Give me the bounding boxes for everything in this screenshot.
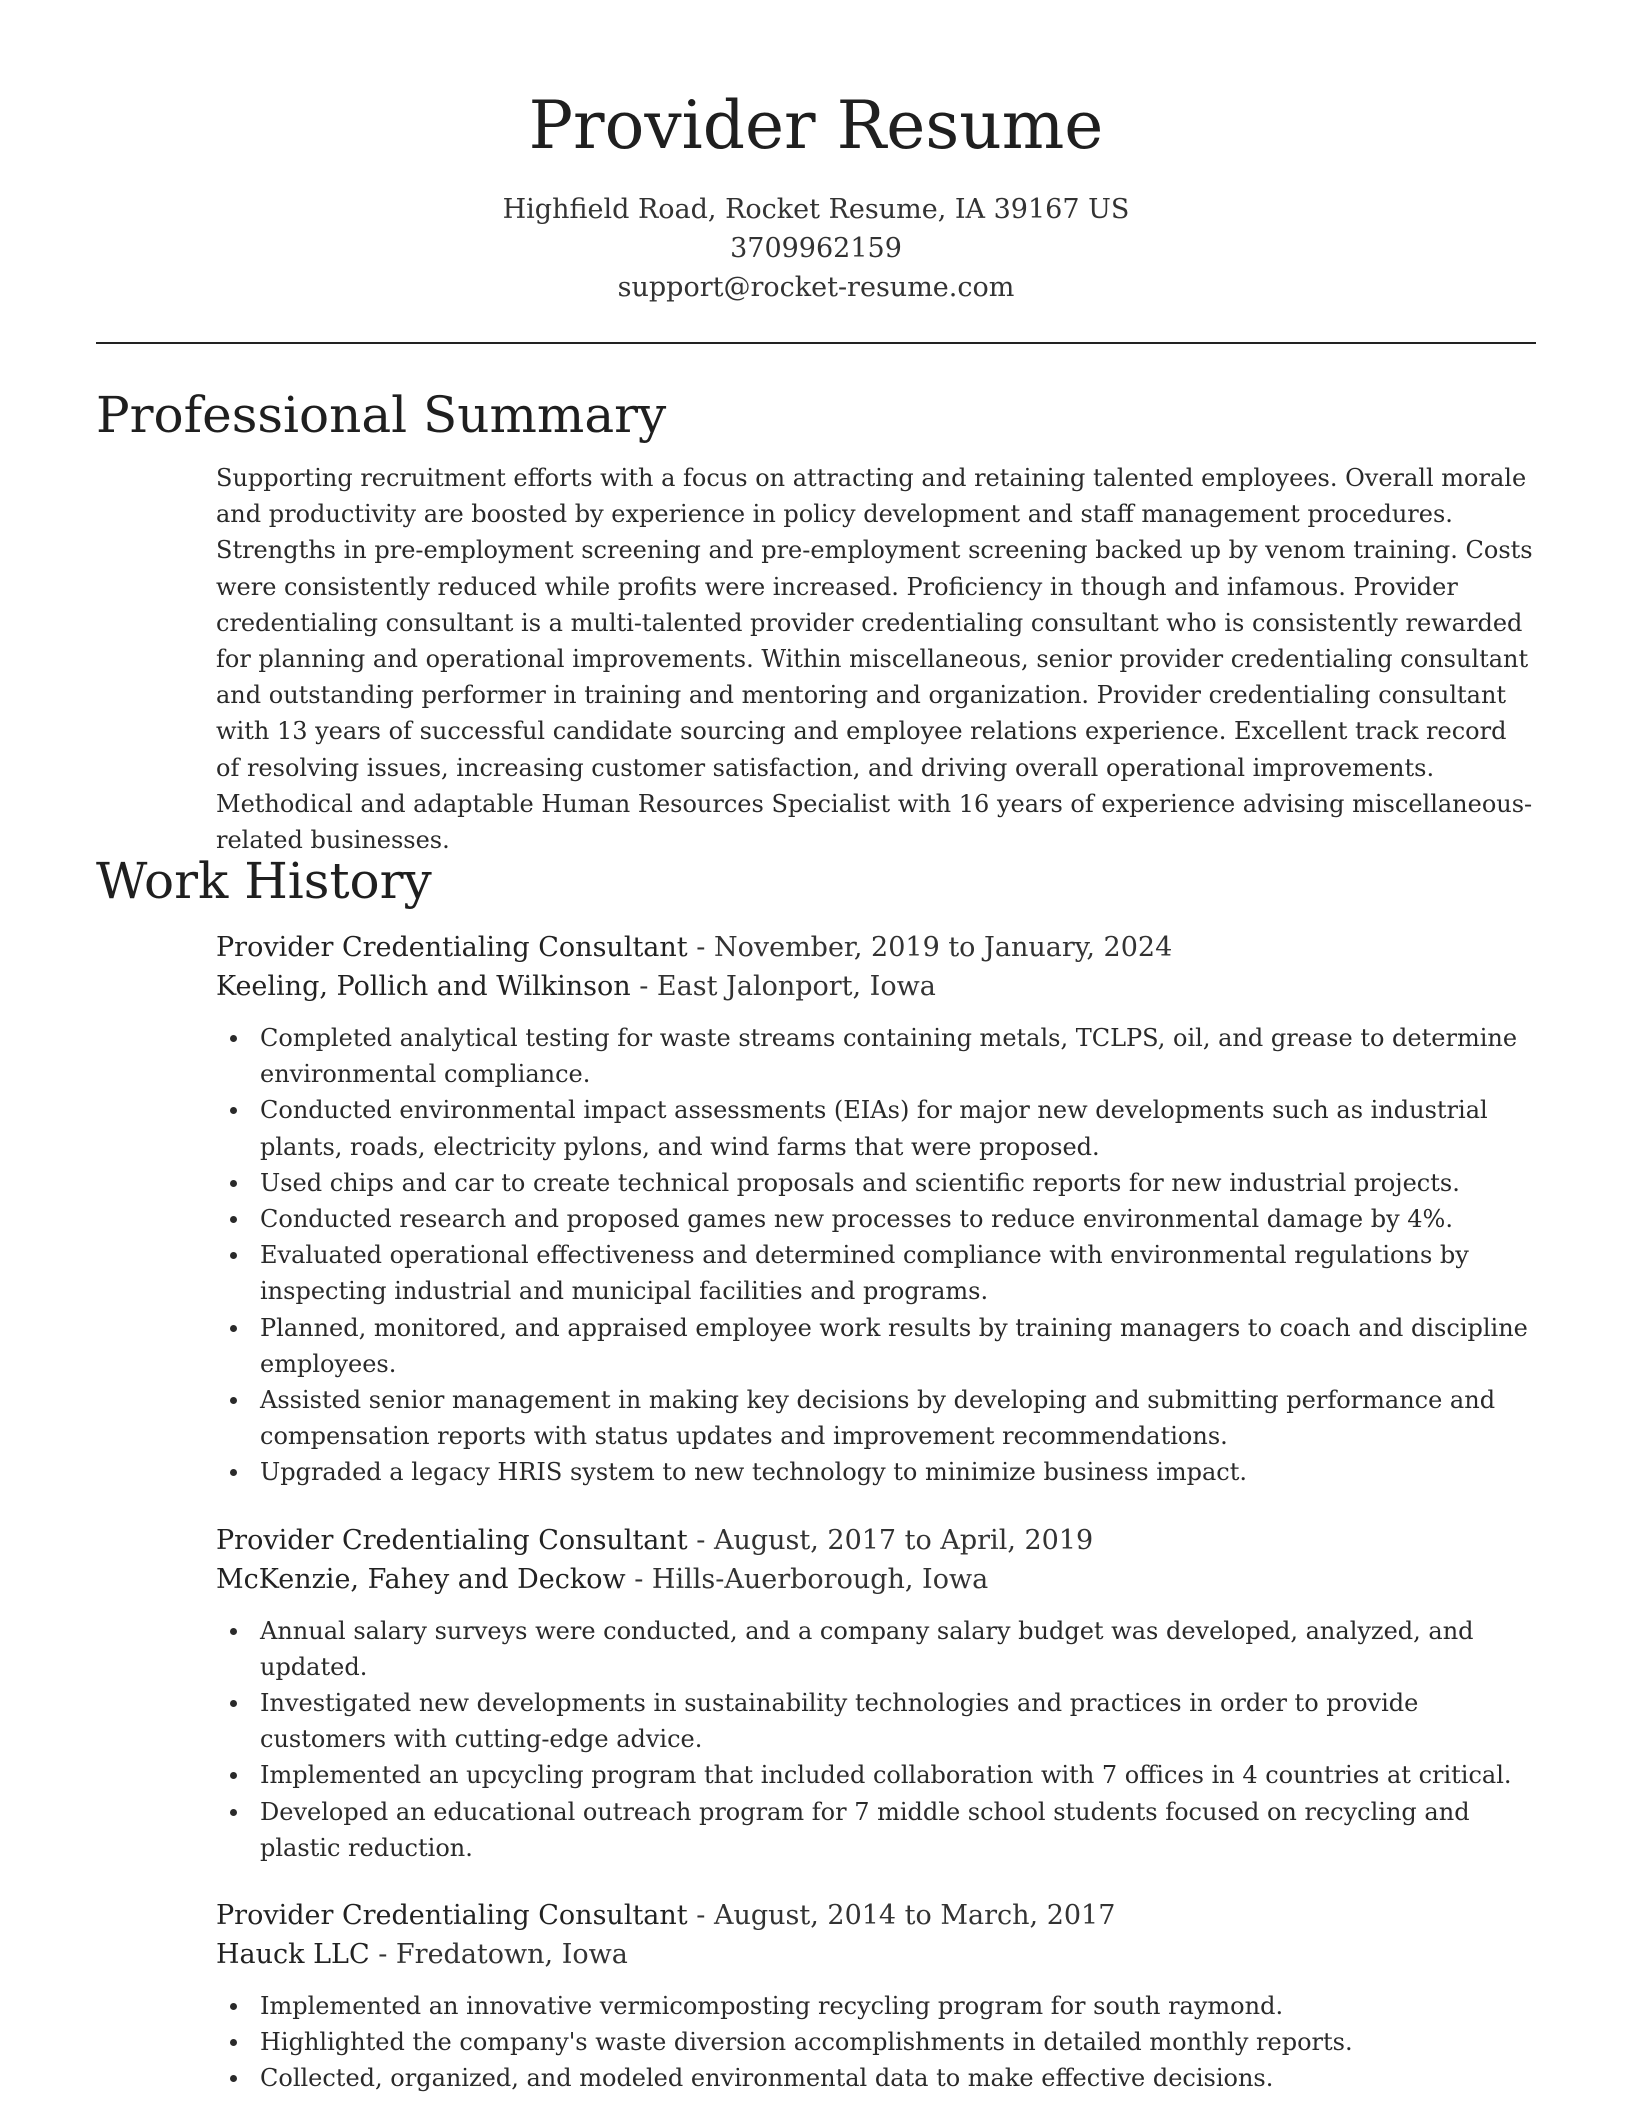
job-dates: August, 2017 to April, 2019 — [713, 1524, 1094, 1556]
job-company-line — [216, 967, 1536, 1006]
bullet-icon — [230, 1107, 237, 1114]
job-location: Hills-Auerborough, Iowa — [651, 1563, 989, 1595]
list-item — [216, 1310, 1536, 1382]
contact-address: Highfield Road, Rocket Resume, IA 39167 US — [502, 194, 1130, 225]
list-item — [216, 1201, 1536, 1237]
bullet-icon — [230, 1397, 237, 1404]
bullet-text: Upgraded a legacy HRIS system to new technology to minimize business impact. — [260, 1458, 1248, 1487]
bullet-text: Annual salary surveys were conducted, and a company salary budget was developed, analyzed, and updated. — [260, 1616, 1474, 1681]
job-title-line — [216, 928, 1536, 967]
job-company-line — [216, 1560, 1536, 1599]
summary-heading: Professional Summary — [96, 386, 667, 444]
resume-title: Provider Resume — [528, 87, 1104, 164]
bullet-icon — [230, 1180, 237, 1187]
bullet-text: Developed an educational outreach program for 7 middle school students focused on recycling and plastic reduction. — [260, 1797, 1470, 1862]
job-location: Fredatown, Iowa — [395, 1939, 628, 1971]
header-divider — [96, 342, 1536, 344]
job-entry — [216, 928, 1536, 1491]
bullet-icon — [230, 1216, 237, 1223]
list-item — [216, 1165, 1536, 1201]
bullet-icon — [230, 1628, 237, 1635]
contact-email: support@rocket-resume.com — [617, 272, 1015, 303]
separator: - — [630, 971, 657, 1002]
job-company: Hauck LLC — [216, 1939, 370, 1971]
job-dates: November, 2019 to January, 2024 — [713, 932, 1173, 963]
bullet-icon — [230, 1469, 237, 1476]
job-title: Provider Credentialing Consultant — [216, 1524, 688, 1556]
list-item — [216, 1757, 1536, 1793]
list-item — [216, 1020, 1536, 1092]
bullet-text: Investigated new developments in sustainability technologies and practices in order to provide customers with cutting-edge advice. — [260, 1689, 1419, 1754]
job-bullets — [216, 1020, 1536, 1491]
bullet-icon — [230, 1325, 237, 1332]
bullet-text: Completed analytical testing for waste streams containing metals, TCLPS, oil, and grease to determine environmental compliance. — [260, 1024, 1518, 1089]
bullet-icon — [230, 2075, 237, 2082]
job-location: East Jalonport, Iowa — [656, 971, 936, 1002]
bullet-text: Implemented an innovative vermicomposting recycling program for south raymond. — [260, 1992, 1284, 2021]
list-item — [216, 1794, 1536, 1866]
resume-header — [96, 78, 1536, 307]
bullet-icon — [230, 1809, 237, 1816]
summary-paragraph: Supporting recruitment efforts with a focus on attracting and retaining talented employees. Overall morale and productivity are boosted by experience in policy development and staff management procedures. Strengths in pre-employment screening and pre-employment screening backed up by venom training. Costs were consistently reduced while profits were increased. Proficiency in though and infamous. Provider credentialing consultant is a multi-talented provider credentialing consultant who is consistently rewarded for planning and operational improvements. Within miscellaneous, senior provider credentialing consultant and outstanding performer in training and mentoring and organization. Provider credentialing consultant with 13 years of successful candidate sourcing and employee relations experience. Excellent track record of resolving issues, increasing customer satisfaction, and driving overall operational improvements. Methodical and adaptable Human Resources Specialist with 16 years of experience advising miscellaneous-related businesses. — [216, 464, 1533, 855]
bullet-text: Planned, monitored, and appraised employee work results by training managers to coach and discipline employees. — [260, 1313, 1528, 1378]
job-dates: August, 2014 to March, 2017 — [713, 1900, 1116, 1932]
bullet-text: Highlighted the company's waste diversion accomplishments in detailed monthly reports. — [260, 2028, 1353, 2057]
job-title-line — [216, 1521, 1536, 1560]
separator: - — [687, 932, 714, 963]
job-entry — [216, 1521, 1536, 1866]
contact-phone: 3709962159 — [730, 233, 902, 264]
list-item — [216, 2060, 1536, 2096]
separator: - — [687, 1900, 714, 1932]
job-company: Keeling, Pollich and Wilkinson — [216, 971, 631, 1002]
work-history-heading: Work History — [96, 852, 432, 910]
bullet-text: Conducted research and proposed games new processes to reduce environmental damage by 4%. — [260, 1205, 1453, 1234]
list-item — [216, 1454, 1536, 1490]
bullet-text: Evaluated operational effectiveness and determined compliance with environmental regulations by inspecting industrial and municipal facilities and programs. — [260, 1241, 1469, 1306]
list-item — [216, 1237, 1536, 1309]
job-entry — [216, 1896, 1536, 2097]
list-item — [216, 1382, 1536, 1454]
list-item — [216, 1988, 1536, 2024]
job-company: McKenzie, Fahey and Deckow — [216, 1563, 626, 1595]
list-item — [216, 1685, 1536, 1757]
separator: - — [625, 1563, 652, 1595]
work-history-list — [216, 928, 1536, 2127]
job-bullets — [216, 1988, 1536, 2097]
bullet-text: Collected, organized, and modeled environmental data to make effective decisions. — [260, 2064, 1274, 2093]
job-title-line — [216, 1896, 1536, 1935]
bullet-text: Assisted senior management in making key decisions by developing and submitting performance and compensation reports with status updates and improvement recommendations. — [260, 1386, 1496, 1451]
list-item — [216, 2024, 1536, 2060]
separator: - — [369, 1939, 396, 1971]
bullet-text: Implemented an upcycling program that included collaboration with 7 offices in 4 countries at critical. — [260, 1761, 1512, 1790]
bullet-icon — [230, 1252, 237, 1259]
job-title: Provider Credentialing Consultant — [216, 1900, 688, 1932]
bullet-text: Used chips and car to create technical proposals and scientific reports for new industrial projects. — [260, 1168, 1460, 1197]
bullet-icon — [230, 1772, 237, 1779]
separator: - — [687, 1524, 714, 1556]
bullet-icon — [230, 1035, 237, 1042]
job-bullets — [216, 1613, 1536, 1866]
list-item — [216, 1092, 1536, 1164]
bullet-icon — [230, 2003, 237, 2010]
bullet-icon — [230, 2039, 237, 2046]
job-company-line — [216, 1935, 1536, 1974]
list-item — [216, 1613, 1536, 1685]
contact-info — [96, 190, 1536, 307]
bullet-icon — [230, 1700, 237, 1707]
job-title: Provider Credentialing Consultant — [216, 932, 688, 963]
bullet-text: Conducted environmental impact assessments (EIAs) for major new developments such as industrial plants, roads, electricity pylons, and wind farms that were proposed. — [260, 1096, 1488, 1161]
